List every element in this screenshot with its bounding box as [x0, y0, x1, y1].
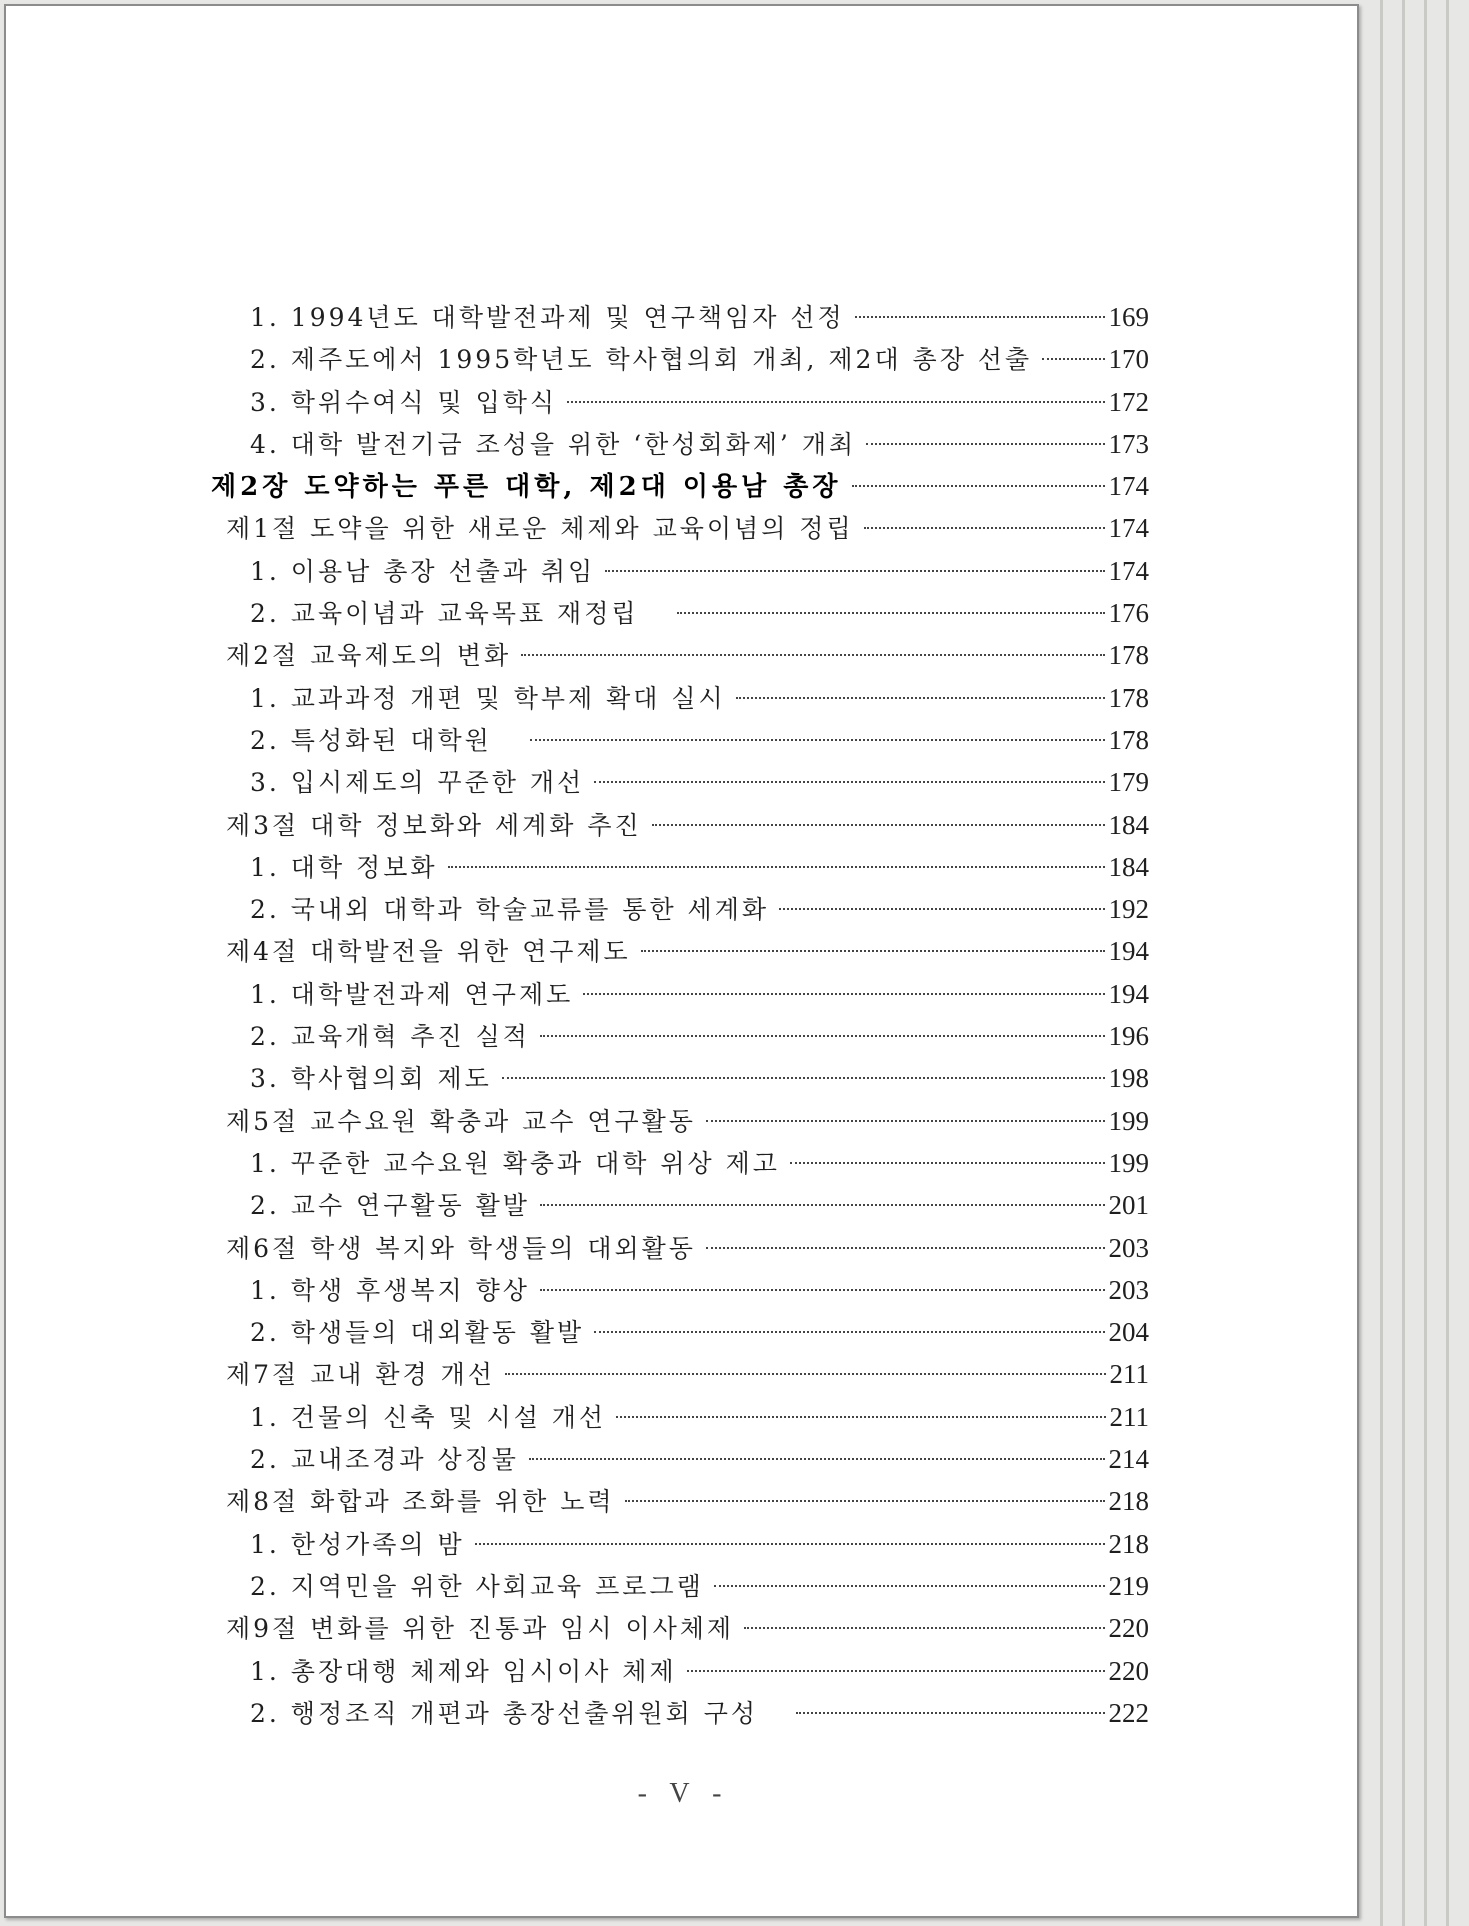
toc-entry-title: 1. 이용남 총장 선출과 취임 — [250, 556, 596, 586]
toc-subsection-entry — [211, 338, 1149, 380]
toc-entry-page-number: 194 — [1108, 936, 1149, 967]
toc-entry-title: 제5절 교수요원 확충과 교수 연구활동 — [226, 1106, 696, 1136]
toc-entry-page-number: 176 — [1108, 598, 1149, 629]
toc-subsection-entry — [211, 719, 1149, 761]
dot-leader — [530, 739, 1105, 741]
document-page — [4, 4, 1359, 1918]
toc-entry-title: 2. 교육이념과 교육목표 재정립 — [250, 599, 639, 629]
toc-entry-title: 1. 대학발전과제 연구제도 — [250, 979, 574, 1009]
toc-subsection-entry — [211, 1692, 1149, 1734]
dot-leader — [521, 654, 1104, 656]
dot-leader — [605, 570, 1104, 572]
dot-leader — [583, 993, 1104, 995]
toc-entry-title: 2. 학생들의 대외활동 활발 — [250, 1318, 585, 1348]
toc-entry-title: 1. 대학 정보화 — [250, 852, 438, 882]
toc-subsection-entry — [211, 973, 1149, 1015]
toc-subsection-entry — [211, 1438, 1149, 1480]
toc-entry-page-number: 174 — [1108, 471, 1149, 502]
toc-subsection-entry — [211, 1565, 1149, 1607]
dot-leader — [652, 824, 1105, 826]
dot-leader — [502, 1077, 1105, 1079]
toc-entry-page-number: 178 — [1108, 682, 1149, 713]
toc-entry-page-number: 219 — [1108, 1570, 1149, 1601]
dot-leader — [714, 1585, 1105, 1587]
toc-subsection-entry — [211, 381, 1149, 423]
toc-entry-title: 제6절 학생 복지와 학생들의 대외활동 — [226, 1233, 696, 1263]
dot-leader — [540, 1035, 1105, 1037]
dot-leader — [505, 1373, 1106, 1375]
toc-entry-page-number: 218 — [1108, 1528, 1149, 1559]
dot-leader — [852, 485, 1105, 487]
toc-entry-page-number: 214 — [1108, 1444, 1149, 1475]
toc-entry-page-number: 169 — [1108, 302, 1149, 332]
toc-entry-title: 1. 꾸준한 교수요원 확충과 대학 위상 제고 — [250, 1148, 780, 1178]
toc-subsection-entry — [211, 1015, 1149, 1057]
dot-leader — [448, 866, 1105, 868]
toc-entry-title: 2. 제주도에서 1995학년도 학사협의회 개최, 제2대 총장 선출 — [250, 345, 1033, 375]
toc-subsection-entry — [211, 761, 1149, 803]
toc-entry-title: 1. 1994년도 대학발전과제 및 연구책임자 선정 — [250, 303, 845, 332]
dot-leader — [594, 1331, 1104, 1333]
dot-leader — [616, 1416, 1105, 1418]
dot-leader — [706, 1120, 1105, 1122]
toc-subsection-entry — [211, 423, 1149, 465]
toc-entry-title: 제3절 대학 정보화와 세계화 추진 — [226, 810, 642, 840]
toc-entry-page-number: 211 — [1109, 1359, 1149, 1390]
toc-entry-page-number: 179 — [1108, 767, 1149, 798]
toc-subsection-entry — [211, 296, 1149, 338]
dot-leader — [540, 1289, 1105, 1291]
dot-leader — [779, 908, 1105, 910]
toc-subsection-entry — [211, 592, 1149, 634]
toc-entry-title: 4. 대학 발전기금 조성을 위한 ‘한성회화제’ 개최 — [250, 429, 857, 459]
toc-entry-page-number: 211 — [1109, 1401, 1149, 1432]
dot-leader — [790, 1162, 1105, 1164]
page-number-footer: - V - — [637, 1778, 730, 1809]
toc-entry-page-number: 199 — [1108, 1147, 1149, 1178]
dot-leader — [677, 612, 1105, 614]
toc-entry-title: 2. 교수 연구활동 활발 — [250, 1191, 530, 1221]
toc-section-entry — [211, 1100, 1149, 1142]
dot-leader — [594, 781, 1104, 783]
toc-entry-title: 1. 총장대행 체제와 임시이사 체제 — [250, 1656, 677, 1686]
toc-section-entry — [211, 634, 1149, 676]
toc-entry-page-number: 173 — [1108, 428, 1149, 459]
toc-subsection-entry — [211, 1396, 1149, 1438]
dot-leader — [687, 1670, 1105, 1672]
toc-entry-title: 제8절 화합과 조화를 위한 노력 — [226, 1487, 615, 1517]
toc-entry-page-number: 170 — [1108, 344, 1149, 375]
dot-leader — [864, 527, 1105, 529]
toc-entry-page-number: 196 — [1108, 1021, 1149, 1052]
toc-entry-page-number: 201 — [1108, 1190, 1149, 1221]
toc-entry-page-number: 222 — [1108, 1697, 1149, 1728]
toc-subsection-entry — [211, 1523, 1149, 1565]
toc-entry-page-number: 198 — [1108, 1063, 1149, 1094]
toc-section-entry — [211, 930, 1149, 972]
toc-entry-title: 2. 국내외 대학과 학술교류를 통한 세계화 — [250, 895, 769, 925]
toc-entry-page-number: 220 — [1108, 1655, 1149, 1686]
toc-entry-title: 제7절 교내 환경 개선 — [226, 1360, 495, 1390]
toc-entry-page-number: 203 — [1108, 1274, 1149, 1305]
dot-leader — [1042, 358, 1104, 360]
page-edge-line — [1380, 0, 1383, 1926]
toc-subsection-entry — [211, 1184, 1149, 1226]
toc-chapter-entry — [211, 465, 1149, 507]
toc-entry-page-number: 194 — [1108, 978, 1149, 1009]
toc-subsection-entry — [211, 677, 1149, 719]
toc-subsection-entry — [211, 550, 1149, 592]
page-edge-line — [1424, 0, 1427, 1926]
dot-leader — [855, 316, 1105, 318]
toc-entry-title: 제4절 대학발전을 위한 연구제도 — [226, 937, 631, 967]
page-edge-line — [1402, 0, 1405, 1926]
toc-subsection-entry — [211, 846, 1149, 888]
dot-leader — [540, 1204, 1105, 1206]
toc-section-entry — [211, 804, 1149, 846]
toc-entry-title: 2. 특성화된 대학원 — [250, 725, 492, 755]
dot-leader — [475, 1543, 1105, 1545]
toc-entry-page-number: 184 — [1108, 851, 1149, 882]
toc-entry-title: 1. 학생 후생복지 향상 — [250, 1275, 530, 1305]
toc-section-entry — [211, 1353, 1149, 1395]
table-of-contents — [211, 296, 1149, 1734]
toc-section-entry — [211, 1227, 1149, 1269]
toc-section-entry — [211, 507, 1149, 549]
toc-entry-page-number: 218 — [1108, 1486, 1149, 1517]
page-edge-line — [1446, 0, 1449, 1926]
toc-entry-page-number: 184 — [1108, 809, 1149, 840]
toc-entry-title: 2. 지역민을 위한 사회교육 프로그램 — [250, 1571, 704, 1601]
toc-section-entry — [211, 1480, 1149, 1522]
toc-subsection-entry — [211, 1311, 1149, 1353]
toc-entry-title: 1. 한성가족의 밤 — [250, 1529, 465, 1559]
dot-leader — [744, 1627, 1104, 1629]
toc-subsection-entry — [211, 1650, 1149, 1692]
toc-subsection-entry — [211, 1057, 1149, 1099]
toc-entry-page-number: 203 — [1108, 1232, 1149, 1263]
dot-leader — [706, 1247, 1105, 1249]
toc-entry-title: 3. 학위수여식 및 입학식 — [250, 387, 558, 417]
toc-entry-page-number: 199 — [1108, 1105, 1149, 1136]
toc-entry-title: 3. 학사협의회 제도 — [250, 1064, 492, 1094]
toc-entry-title: 2. 교육개혁 추진 실적 — [250, 1022, 530, 1052]
toc-entry-page-number: 174 — [1108, 555, 1149, 586]
dot-leader — [736, 697, 1105, 699]
toc-entry-title: 2. 행정조직 개편과 총장선출위원회 구성 — [250, 1698, 759, 1728]
dot-leader — [529, 1458, 1105, 1460]
toc-entry-title: 제9절 변화를 위한 진통과 임시 이사체제 — [226, 1614, 735, 1644]
toc-section-entry — [211, 1607, 1149, 1649]
toc-entry-page-number: 220 — [1108, 1613, 1149, 1644]
toc-subsection-entry — [211, 888, 1149, 930]
toc-entry-page-number: 172 — [1108, 386, 1149, 417]
toc-entry-title: 제1절 도약을 위한 새로운 체제와 교육이념의 정립 — [226, 514, 854, 544]
dot-leader — [625, 1500, 1105, 1502]
toc-entry-page-number: 178 — [1108, 724, 1149, 755]
toc-entry-title: 제2장 도약하는 푸른 대학, 제2대 이용남 총장 — [211, 472, 842, 503]
toc-entry-title: 1. 건물의 신축 및 시설 개선 — [250, 1402, 607, 1432]
toc-entry-page-number: 174 — [1108, 513, 1149, 544]
toc-entry-title: 1. 교과과정 개편 및 학부제 확대 실시 — [250, 683, 726, 713]
dot-leader — [796, 1712, 1104, 1714]
toc-subsection-entry — [211, 1142, 1149, 1184]
dot-leader — [641, 950, 1105, 952]
toc-subsection-entry — [211, 1269, 1149, 1311]
toc-entry-title: 2. 교내조경과 상징물 — [250, 1445, 519, 1475]
toc-entry-title: 3. 입시제도의 꾸준한 개선 — [250, 768, 585, 798]
toc-entry-page-number: 178 — [1108, 640, 1149, 671]
dot-leader — [567, 401, 1104, 403]
toc-entry-page-number: 192 — [1108, 894, 1149, 925]
toc-entry-title: 제2절 교육제도의 변화 — [226, 641, 512, 671]
dot-leader — [866, 443, 1104, 445]
toc-entry-page-number: 204 — [1108, 1317, 1149, 1348]
